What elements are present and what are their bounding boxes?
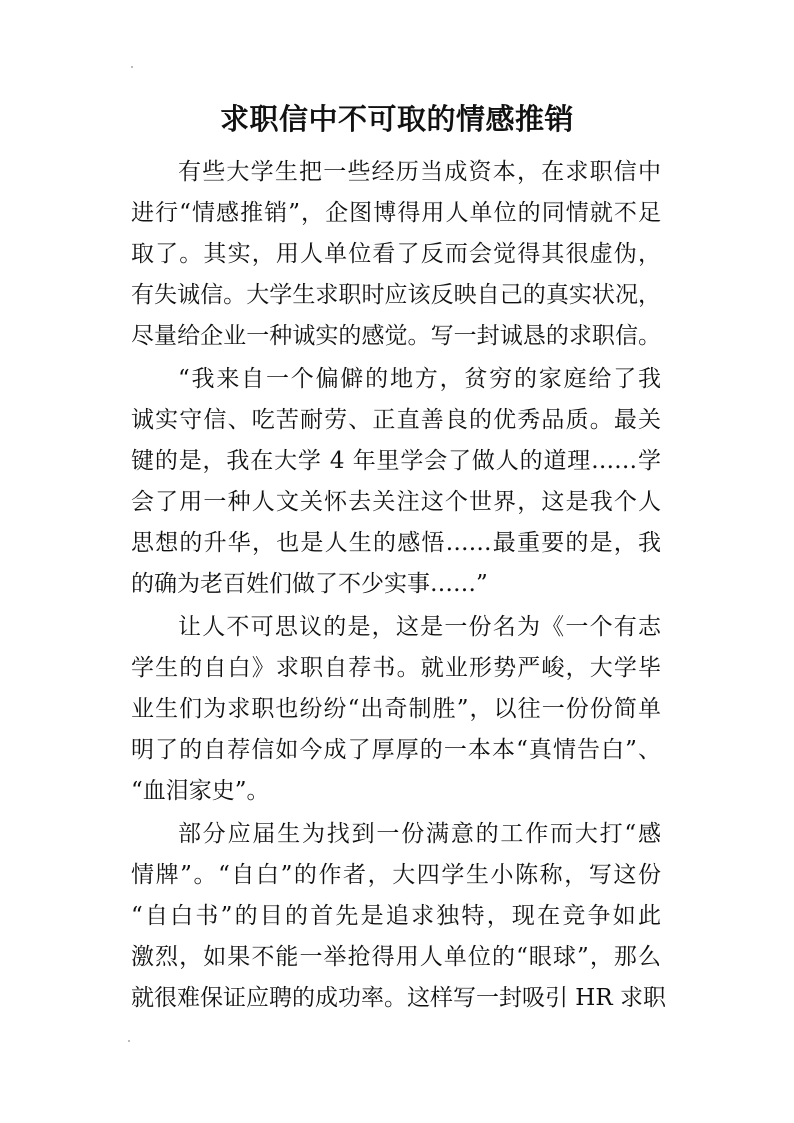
text-line: 让人不可思议的是，这是一份名为《一个有志 <box>178 614 661 640</box>
text-line: 就很难保证应聘的成功率。这样写一封吸引 HR 求职 <box>131 985 666 1011</box>
text-line: 会了用一种人文关怀去关注这个世界，这是我个人 <box>131 489 661 515</box>
text-line: 键的是，我在大学 4 年里学会了做人的道理……学 <box>131 448 661 474</box>
text-line: 思想的升华，也是人生的感悟……最重要的是，我 <box>131 530 661 556</box>
text-line: 业生们为求职也纷纷“出奇制胜”，以往一份份简单 <box>131 696 661 722</box>
scan-mark <box>128 1040 130 1042</box>
text-line: 进行“情感推销”，企图博得用人单位的同情就不足 <box>131 200 661 226</box>
scan-mark <box>131 66 133 68</box>
text-line: “自白书”的目的首先是追求独特，现在竞争如此 <box>131 903 661 929</box>
text-line: 学生的自白》求职自荐书。就业形势严峻，大学毕 <box>131 655 661 681</box>
text-line: 情牌”。“自白”的作者，大四学生小陈称，写这份 <box>131 862 661 888</box>
text-line: 取了。其实，用人单位看了反而会觉得其很虚伪， <box>131 241 661 267</box>
text-line: 部分应届生为找到一份满意的工作而大打“感 <box>178 821 661 847</box>
text-line: 有些大学生把一些经历当成资本，在求职信中 <box>178 159 661 185</box>
text-line: 的确为老百姓们做了不少实事……” <box>131 571 488 597</box>
text-line: 尽量给企业一种诚实的感觉。写一封诚恳的求职信。 <box>131 323 661 349</box>
text-line: 明了的自荐信如今成了厚厚的一本本“真情告白”、 <box>131 737 661 763</box>
text-line: 诚实守信、吃苦耐劳、正直善良的优秀品质。最关 <box>131 407 661 433</box>
text-line: 激烈，如果不能一举抢得用人单位的“眼球”，那么 <box>131 944 661 970</box>
text-line: “血泪家史”。 <box>131 778 270 804</box>
text-line: 有失诚信。大学生求职时应该反映自己的真实状况， <box>131 282 661 308</box>
document-title: 求职信中不可取的情感推销 <box>219 102 574 136</box>
text-line: “我来自一个偏僻的地方，贫穷的家庭给了我 <box>178 366 661 392</box>
